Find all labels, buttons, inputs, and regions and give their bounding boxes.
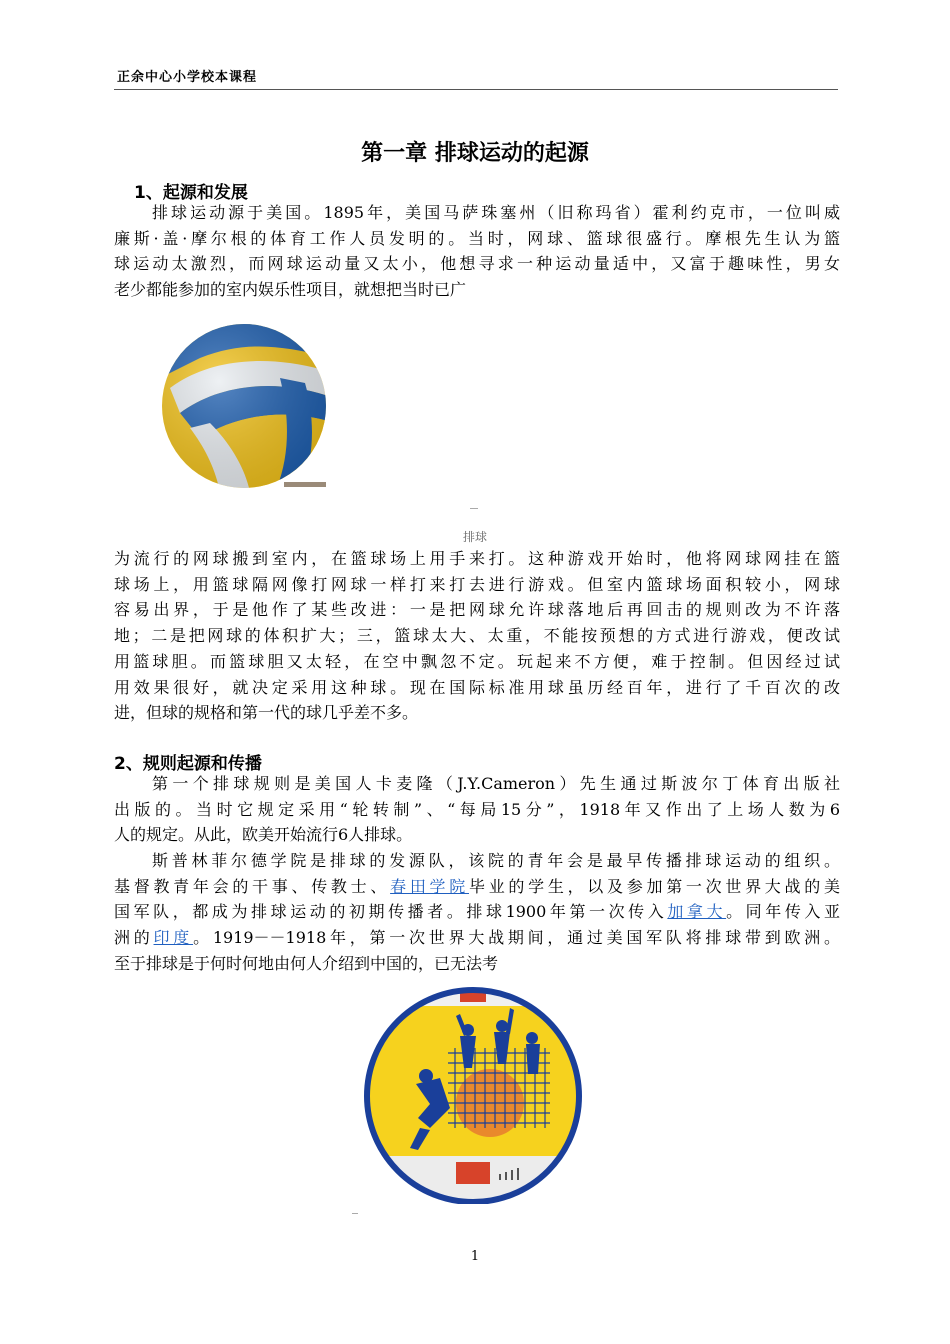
section2-heading: 2、规则起源和传播 <box>114 754 262 774</box>
text-line: 廉斯·盖·摩尔根的体育工作人员发明的。当时，网球、篮球很盛行。摩根先生认为篮 <box>114 228 840 248</box>
page-header: 正余中心小学校本课程 <box>117 70 258 85</box>
text-segment: 。同年传入亚 <box>726 902 840 922</box>
image-caption: 排球 <box>462 530 487 544</box>
header-divider <box>114 89 838 90</box>
text-segment: 。1919－－1918年，第一次世界大战期间，通过美国军队将排球带到欧洲。 <box>193 928 840 948</box>
text-line: 用效果很好，就决定采用这种球。现在国际标准用球虽历经百年，进行了千百次的改 <box>114 677 840 697</box>
link-chuntian-college[interactable]: 春田学院 <box>390 876 469 896</box>
text-line <box>114 874 840 900</box>
text-line: 地；二是把网球的体积扩大；三，篮球太大、太重，不能按预想的方式进行游戏，便改试 <box>114 626 840 646</box>
link-india[interactable]: 印度 <box>153 928 194 948</box>
text-segment: 洲的 <box>114 928 154 948</box>
image-anchor-mark <box>352 1213 358 1214</box>
volleyball-logo-image <box>360 978 586 1204</box>
image-anchor-mark <box>470 508 478 509</box>
section1-paragraph1 <box>114 200 840 303</box>
text-line <box>114 899 840 925</box>
text-line: 老少都能参加的室内娱乐性项目，就想把当时已广 <box>114 280 467 300</box>
text-line: 至于排球是于何时何地由何人介绍到中国的，已无法考 <box>114 953 499 973</box>
text-line: 球运动太激烈，而网球运动量又太小，他想寻求一种运动量适中，又富于趣味性，男女 <box>114 254 840 274</box>
text-segment: 国军队，都成为排球运动的初期传播者。排球1900年第一次传入 <box>114 902 668 922</box>
section1-paragraph2 <box>114 546 840 726</box>
page-number: 1 <box>470 1249 480 1264</box>
text-line: 为流行的网球搬到室内，在篮球场上用手来打。这种游戏开始时，他将网球网挂在篮 <box>114 549 840 568</box>
text-line: 用篮球胆。而篮球胆又太轻，在空中飘忽不定。玩起来不方便，难于控制。但因经过试 <box>114 651 840 671</box>
text-line: 出版的。当时它规定采用“轮转制”、“每局15分”，1918年又作出了上场人数为6 <box>114 799 840 819</box>
text-line: 斯普林菲尔德学院是排球的发源队，该院的青年会是最早传播排球运动的组织。 <box>152 851 840 870</box>
text-line: 第一个排球规则是美国人卡麦隆（J.Y.Cameron）先生通过斯波尔丁体育出版社 <box>152 774 840 793</box>
text-segment: 毕业的学生，以及参加第一次世界大战的美 <box>468 876 840 896</box>
link-canada[interactable]: 加拿大 <box>667 902 727 922</box>
text-line: 排球运动源于美国。1895年，美国马萨珠塞州（旧称玛省）霍利约克市，一位叫威 <box>152 203 840 222</box>
text-segment: 基督教青年会的干事、传教士、 <box>114 876 391 896</box>
section1-heading: 1、起源和发展 <box>134 183 248 203</box>
text-line: 球场上，用篮球隔网像打网球一样打来打去进行游戏。但室内篮球场面积较小，网球 <box>114 574 840 594</box>
section2-paragraph2 <box>114 848 840 977</box>
text-line: 进，但球的规格和第一代的球几乎差不多。 <box>114 703 419 723</box>
chapter-title: 第一章 排球运动的起源 <box>361 141 589 166</box>
volleyball-image <box>160 318 334 492</box>
text-line: 人的规定。从此，欧美开始流行6人排球。 <box>114 825 413 845</box>
text-line: 容易出界，于是他作了某些改进：一是把网球允许球落地后再回击的规则改为不许落 <box>114 600 840 620</box>
section2-paragraph1 <box>114 771 840 848</box>
text-line <box>114 925 840 951</box>
